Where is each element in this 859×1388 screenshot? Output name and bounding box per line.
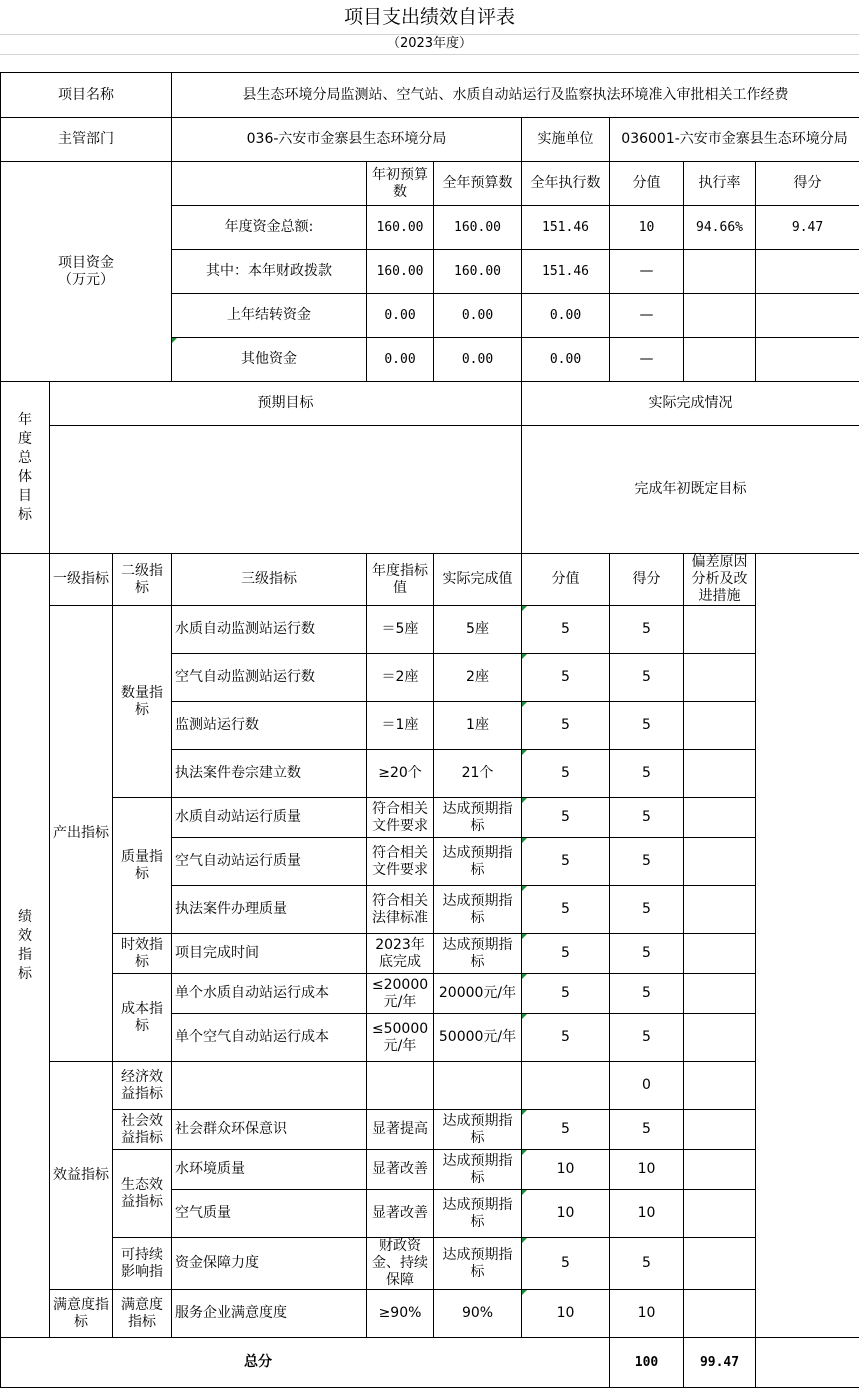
goals-label: 年度总体目标 — [1, 382, 50, 554]
indicator-note — [684, 886, 756, 934]
actual-goal-label: 实际完成情况 — [522, 382, 859, 426]
funds-header: 分值 — [610, 162, 684, 206]
indicator-value: 5 — [522, 606, 610, 654]
indicator-name: 水环境质量 — [172, 1150, 367, 1190]
funds-score-value: — — [610, 250, 684, 294]
indicator-header: 三级指标 — [172, 554, 367, 606]
indicator-target: 财政资金、持续保障 — [367, 1238, 434, 1290]
funds-rate — [684, 294, 756, 338]
indicator-actual: 达成预期指标 — [434, 1150, 522, 1190]
dept-value: 036-六安市金寨县生态环境分局 — [172, 118, 522, 162]
indicator-note — [684, 606, 756, 654]
level2-quantity: 数量指标 — [113, 606, 172, 798]
funds-header: 执行率 — [684, 162, 756, 206]
level1-satisfaction: 满意度指标 — [50, 1290, 113, 1338]
indicator-score: 0 — [610, 1062, 684, 1110]
funds-header-row — [1, 162, 859, 206]
indicator-score: 5 — [610, 1014, 684, 1062]
indicator-target: ＝2座 — [367, 654, 434, 702]
indicator-row — [1, 1238, 859, 1290]
indicator-score: 5 — [610, 606, 684, 654]
indicator-actual: 5座 — [434, 606, 522, 654]
indicator-actual: 达成预期指标 — [434, 934, 522, 974]
funds-initial: 0.00 — [367, 338, 434, 382]
indicator-score: 10 — [610, 1150, 684, 1190]
project-name-value: 县生态环境分局监测站、空气站、水质自动站运行及监察执法环境准入审批相关工作经费 — [172, 73, 859, 118]
actual-goal-content: 完成年初既定目标 — [522, 426, 859, 554]
indicator-score: 5 — [610, 702, 684, 750]
funds-annual: 160.00 — [434, 206, 522, 250]
indicator-value: 10 — [522, 1150, 610, 1190]
indicator-name: 单个空气自动站运行成本 — [172, 1014, 367, 1062]
funds-score-value: 10 — [610, 206, 684, 250]
indicator-target: 符合相关文件要求 — [367, 838, 434, 886]
indicator-note — [684, 838, 756, 886]
indicator-name: 执法案件办理质量 — [172, 886, 367, 934]
indicator-row — [1, 798, 859, 838]
funds-executed: 151.46 — [522, 250, 610, 294]
funds-header: 年初预算数 — [367, 162, 434, 206]
sheet-year: （2023年度） — [0, 34, 859, 54]
indicator-row — [1, 1062, 859, 1110]
indicator-name: 社会群众环保意识 — [172, 1110, 367, 1150]
indicator-header: 实际完成值 — [434, 554, 522, 606]
funds-executed: 0.00 — [522, 294, 610, 338]
indicator-header: 分值 — [522, 554, 610, 606]
funds-row-name: 上年结转资金 — [172, 294, 367, 338]
goals-content-row — [1, 426, 859, 554]
indicator-value: 5 — [522, 1238, 610, 1290]
sheet-title: 项目支出绩效自评表 — [0, 0, 859, 34]
indicator-note — [684, 750, 756, 798]
goals-header-row — [1, 382, 859, 426]
indicator-target: 符合相关法律标准 — [367, 886, 434, 934]
indicator-target: ≤20000元/年 — [367, 974, 434, 1014]
funds-score — [756, 294, 859, 338]
indicator-target: 2023年底完成 — [367, 934, 434, 974]
indicator-name: 水质自动站运行质量 — [172, 798, 367, 838]
indicator-name: 项目完成时间 — [172, 934, 367, 974]
project-name-row — [1, 73, 859, 118]
funds-executed: 151.46 — [522, 206, 610, 250]
total-note — [756, 1338, 859, 1388]
indicator-score: 5 — [610, 1110, 684, 1150]
indicator-target — [367, 1062, 434, 1110]
indicator-row — [1, 934, 859, 974]
indicator-note — [684, 974, 756, 1014]
funds-executed: 0.00 — [522, 338, 610, 382]
indicator-actual: 1座 — [434, 702, 522, 750]
indicator-value — [522, 1062, 610, 1110]
indicator-note — [684, 1150, 756, 1190]
indicator-value: 5 — [522, 886, 610, 934]
total-value: 100 — [610, 1338, 684, 1388]
department-row — [1, 118, 859, 162]
indicator-target: ＝1座 — [367, 702, 434, 750]
indicator-score: 10 — [610, 1190, 684, 1238]
funds-annual: 0.00 — [434, 338, 522, 382]
indicator-actual: 达成预期指标 — [434, 798, 522, 838]
expected-goal-label: 预期目标 — [50, 382, 522, 426]
evaluation-table — [0, 72, 859, 1388]
indicator-name: 执法案件卷宗建立数 — [172, 750, 367, 798]
indicator-note — [684, 1190, 756, 1238]
funds-row-name: 其中：本年财政拨款 — [172, 250, 367, 294]
divider — [0, 54, 859, 55]
total-row — [1, 1338, 859, 1388]
indicator-header: 二级指标 — [113, 554, 172, 606]
funds-initial: 0.00 — [367, 294, 434, 338]
funds-score — [756, 338, 859, 382]
level1-benefit: 效益指标 — [50, 1062, 113, 1290]
indicator-note — [684, 654, 756, 702]
indicator-score: 5 — [610, 798, 684, 838]
indicators-label: 绩效指标 — [1, 554, 50, 1338]
indicator-actual: 达成预期指标 — [434, 1238, 522, 1290]
indicator-score: 5 — [610, 838, 684, 886]
funds-annual: 0.00 — [434, 294, 522, 338]
funds-score-value: — — [610, 294, 684, 338]
funds-header-blank — [172, 162, 367, 206]
indicator-actual: 50000元/年 — [434, 1014, 522, 1062]
indicator-row — [1, 1110, 859, 1150]
indicator-value: 10 — [522, 1290, 610, 1338]
divider — [0, 34, 859, 35]
indicator-score: 5 — [610, 934, 684, 974]
indicator-note — [684, 1110, 756, 1150]
unit-label: 实施单位 — [522, 118, 610, 162]
indicator-row — [1, 1150, 859, 1190]
level2-ecological: 生态效益指标 — [113, 1150, 172, 1238]
indicator-name: 空气自动监测站运行数 — [172, 654, 367, 702]
level2-economic: 经济效益指标 — [113, 1062, 172, 1110]
indicator-target: 显著改善 — [367, 1190, 434, 1238]
funds-label: 项目资金 （万元） — [1, 162, 172, 382]
funds-score — [756, 250, 859, 294]
project-name-label: 项目名称 — [1, 73, 172, 118]
indicator-row — [1, 974, 859, 1014]
indicator-target: ≥90% — [367, 1290, 434, 1338]
funds-rate: 94.66% — [684, 206, 756, 250]
indicator-name: 监测站运行数 — [172, 702, 367, 750]
indicator-target: ≥20个 — [367, 750, 434, 798]
indicator-note — [684, 1014, 756, 1062]
indicator-value: 5 — [522, 838, 610, 886]
indicator-name: 单个水质自动站运行成本 — [172, 974, 367, 1014]
indicator-note — [684, 702, 756, 750]
indicator-note — [684, 1062, 756, 1110]
indicator-name — [172, 1062, 367, 1110]
level2-timeliness: 时效指标 — [113, 934, 172, 974]
indicator-actual: 20000元/年 — [434, 974, 522, 1014]
indicator-target: ＝5座 — [367, 606, 434, 654]
indicator-score: 5 — [610, 654, 684, 702]
indicator-actual: 21个 — [434, 750, 522, 798]
level2-satisfaction: 满意度指标 — [113, 1290, 172, 1338]
indicator-target: ≤50000元/年 — [367, 1014, 434, 1062]
indicator-target: 显著提高 — [367, 1110, 434, 1150]
funds-score: 9.47 — [756, 206, 859, 250]
indicator-header: 偏差原因分析及改进措施 — [684, 554, 756, 606]
indicator-name: 服务企业满意度度 — [172, 1290, 367, 1338]
indicator-value: 5 — [522, 974, 610, 1014]
level1-output: 产出指标 — [50, 606, 113, 1062]
indicator-actual: 2座 — [434, 654, 522, 702]
funds-rate — [684, 250, 756, 294]
indicator-actual: 90% — [434, 1290, 522, 1338]
indicator-value: 5 — [522, 750, 610, 798]
indicator-value: 5 — [522, 1014, 610, 1062]
indicator-header-row — [1, 554, 859, 606]
indicator-actual: 达成预期指标 — [434, 838, 522, 886]
level2-cost: 成本指标 — [113, 974, 172, 1062]
indicator-value: 5 — [522, 1110, 610, 1150]
funds-header: 得分 — [756, 162, 859, 206]
level2-sustainability: 可持续影响指 — [113, 1238, 172, 1290]
indicator-score: 5 — [610, 974, 684, 1014]
indicator-actual: 达成预期指标 — [434, 1110, 522, 1150]
indicator-note — [684, 934, 756, 974]
indicator-name: 空气自动站运行质量 — [172, 838, 367, 886]
funds-header: 全年预算数 — [434, 162, 522, 206]
indicator-actual — [434, 1062, 522, 1110]
total-label: 总分 — [1, 1338, 610, 1388]
funds-initial: 160.00 — [367, 250, 434, 294]
funds-score-value: — — [610, 338, 684, 382]
level2-social: 社会效益指标 — [113, 1110, 172, 1150]
indicator-name: 空气质量 — [172, 1190, 367, 1238]
indicator-header: 年度指标值 — [367, 554, 434, 606]
indicator-note — [684, 1290, 756, 1338]
funds-rate — [684, 338, 756, 382]
indicator-value: 5 — [522, 934, 610, 974]
indicator-actual: 达成预期指标 — [434, 886, 522, 934]
indicator-row — [1, 606, 859, 654]
expected-goal-content — [50, 426, 522, 554]
indicator-score: 5 — [610, 750, 684, 798]
level2-quality: 质量指标 — [113, 798, 172, 934]
total-score: 99.47 — [684, 1338, 756, 1388]
indicator-header: 一级指标 — [50, 554, 113, 606]
indicator-value: 5 — [522, 798, 610, 838]
indicator-value: 10 — [522, 1190, 610, 1238]
funds-row-name: 其他资金 — [172, 338, 367, 382]
indicator-score: 5 — [610, 1238, 684, 1290]
dept-label: 主管部门 — [1, 118, 172, 162]
funds-row-name: 年度资金总额: — [172, 206, 367, 250]
funds-header: 全年执行数 — [522, 162, 610, 206]
indicator-name: 水质自动监测站运行数 — [172, 606, 367, 654]
indicator-header: 得分 — [610, 554, 684, 606]
indicator-value: 5 — [522, 702, 610, 750]
indicator-value: 5 — [522, 654, 610, 702]
indicator-score: 5 — [610, 886, 684, 934]
indicator-target: 显著改善 — [367, 1150, 434, 1190]
indicator-note — [684, 798, 756, 838]
funds-annual: 160.00 — [434, 250, 522, 294]
indicator-target: 符合相关文件要求 — [367, 798, 434, 838]
indicator-actual: 达成预期指标 — [434, 1190, 522, 1238]
funds-initial: 160.00 — [367, 206, 434, 250]
indicator-name: 资金保障力度 — [172, 1238, 367, 1290]
indicator-row — [1, 1290, 859, 1338]
indicator-note — [684, 1238, 756, 1290]
unit-value: 036001-六安市金寨县生态环境分局 — [610, 118, 859, 162]
indicator-score: 10 — [610, 1290, 684, 1338]
